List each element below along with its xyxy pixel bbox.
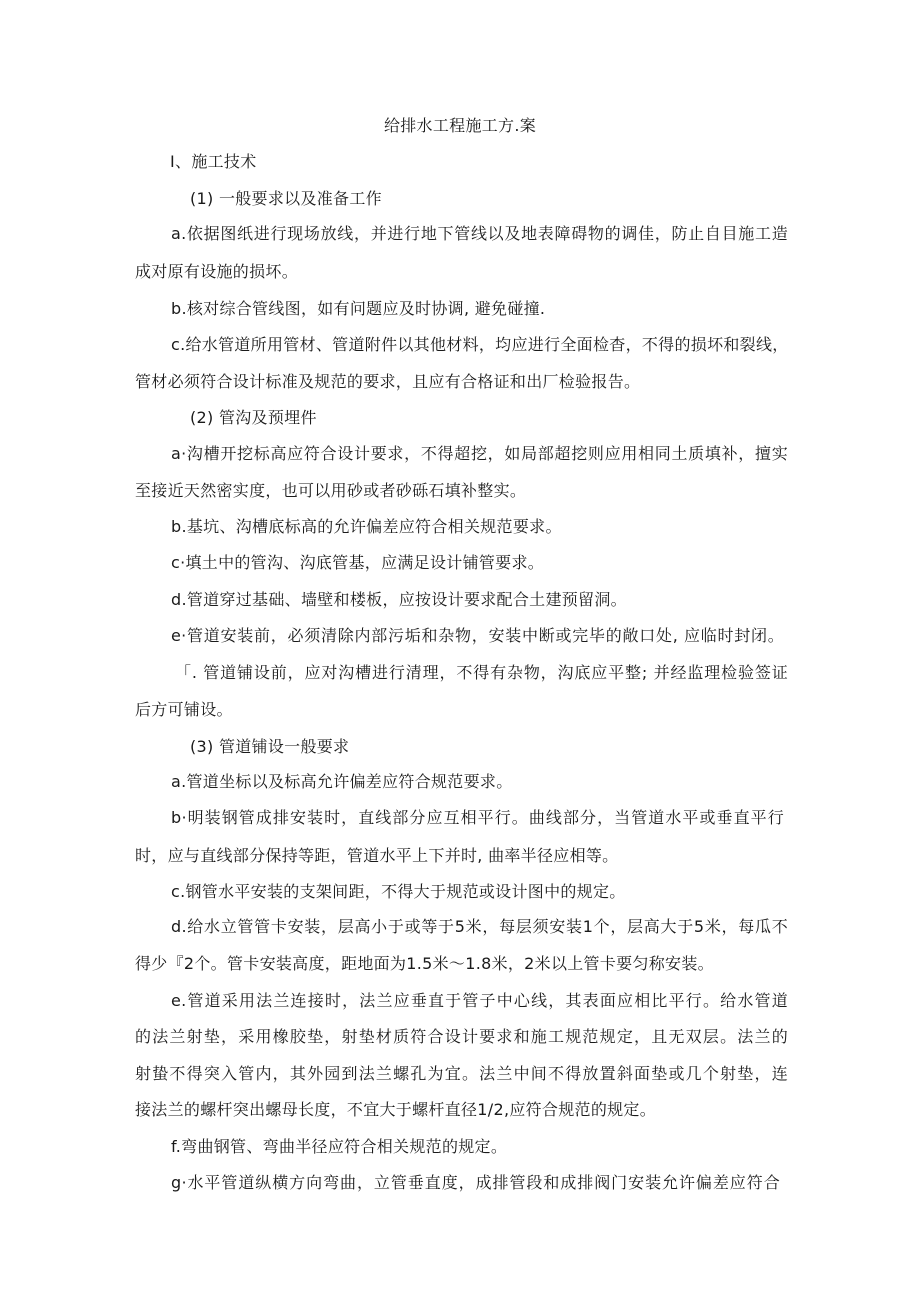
paragraph-line: e.管道采用法兰连接时，法兰应垂直于管子中心线，其表面应相比平行。给水管道 <box>171 991 788 1010</box>
subsection-heading: (1) 一般要求以及准备工作 <box>190 189 382 208</box>
paragraph-line: 射蛰不得突入管内，其外园到法兰螺孔为宜。法兰中间不得放置斜面垫或几个射垫，连 <box>135 1064 788 1083</box>
paragraph-line: 成对原有设施的损坏。 <box>135 262 299 281</box>
paragraph-line: f.弯曲钢管、弯曲半径应符合相关规范的规定。 <box>171 1137 508 1156</box>
paragraph-line: 管材必须符合设计标准及规范的要求，且应有合格证和出厂检验报告。 <box>135 372 641 391</box>
paragraph-line: a·沟槽开挖标高应符合设计要求，不得超挖，如局部超挖则应用相同土质填补，擅实 <box>171 444 788 463</box>
paragraph-line: 的法兰射垫，采用橡胶垫，射垫材质符合设计要求和施工规范规定，且无双层。法兰的 <box>135 1027 788 1046</box>
document-title: 给排水工程施工方.案 <box>383 116 537 135</box>
paragraph-line: c.给水管道所用管材、管道附件以其他材料，均应进行全面检杳，不得的损坏和裂线， <box>171 335 789 354</box>
paragraph-line: c·填土中的管沟、沟底管基，应满足设计铺管要求。 <box>171 553 545 572</box>
paragraph-line: b.基坑、沟槽底标高的允许偏差应符合相关规范要求。 <box>171 517 562 536</box>
paragraph-line: b.核对综合管线图，如有问题应及时协调, 避免碰撞. <box>171 299 546 318</box>
paragraph-line: g·水平管道纵横方向弯曲，立管垂直度，成排管段和成排阀门安装允许偏差应符合 <box>171 1173 780 1192</box>
paragraph-line: 接法兰的螺杆突出螺母长度，不宜大于螺杆直径1/2,应符合规范的规定。 <box>135 1100 657 1119</box>
paragraph-line: 后方可铺设。 <box>135 700 233 719</box>
paragraph-line: b·明装钢管成排安装时，直线部分应互相平行。曲线部分，当管道水平或垂直平行 <box>171 808 784 827</box>
paragraph-line: 「. 管道铺设前，应对沟槽进行清理，不得有杂物，沟底应平整; 并经监理检验签证 <box>175 663 788 682</box>
subsection-heading: (2) 管沟及预埋件 <box>190 408 317 427</box>
paragraph-line: a.管道坐标以及标高允许偏差应符合规范要求。 <box>171 772 513 791</box>
paragraph-line: a.依据图纸进行现场放线，并进行地下管线以及地表障碍物的调佳，防止自目施工造 <box>171 224 788 243</box>
subsection-heading: (3) 管道铺设一般要求 <box>190 737 350 756</box>
paragraph-line: e·管道安装前，必须清除内部污垢和杂物，安装中断或完毕的敞口处, 应临时封闭。 <box>171 626 784 645</box>
paragraph-line: c.钢管水平安装的支架间距，不得大于规范或设计图中的规定。 <box>171 882 626 901</box>
paragraph-line: 时，应与直线部分保持等距，管道水平上下并时, 曲率半径应相等。 <box>135 846 619 865</box>
paragraph-line: d.给水立管管卡安装，层高小于或等于5米，每层须安装1个，层高大于5米，每瓜不 <box>171 917 788 936</box>
paragraph-line: 至接近天然密实度，也可以用砂或者砂砾石填补整实。 <box>135 481 527 500</box>
paragraph-line: 得少『2个。管卡安装高度，距地面为1.5米～1.8米，2米以上管卡要匀称安装。 <box>135 954 714 973</box>
section-heading: I、施工技术 <box>170 152 257 171</box>
paragraph-line: d.管道穿过基础、墙壁和楼板，应按设计要求配合土建预留洞。 <box>171 590 627 609</box>
